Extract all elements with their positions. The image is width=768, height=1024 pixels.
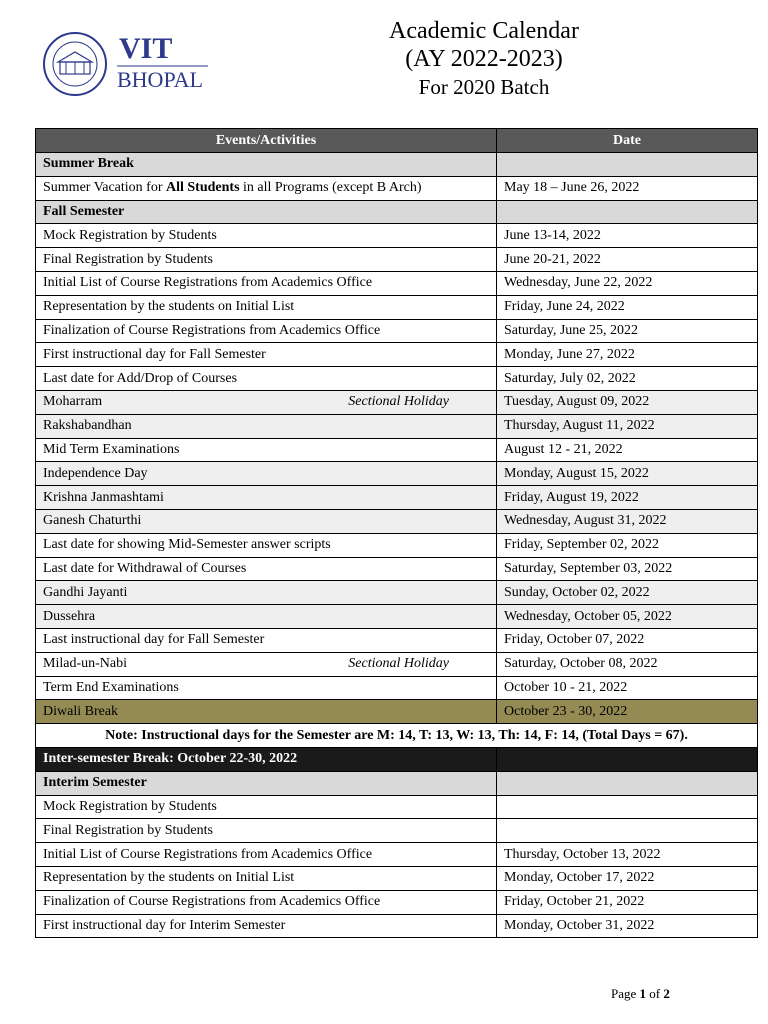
date-cell: Saturday, October 08, 2022	[497, 652, 758, 676]
table-row	[36, 176, 758, 200]
note-text: Note: Instructional days for the Semester are M: 14, T: 13, W: 13, Th: 14, F: 14, (Total Days = 67).	[36, 724, 758, 748]
date-cell: June 13-14, 2022	[497, 224, 758, 248]
event-cell: Moharram Sectional Holiday	[36, 390, 497, 414]
sectional-holiday-tag: Sectional Holiday	[348, 394, 449, 410]
table-row	[36, 438, 758, 462]
table-row	[36, 486, 758, 510]
table-row	[36, 509, 758, 533]
event-cell: First instructional day for Interim Semester	[36, 914, 497, 938]
event-cell: Mid Term Examinations	[36, 438, 497, 462]
event-cell: Mock Registration by Students	[36, 795, 497, 819]
event-cell: Final Registration by Students	[36, 248, 497, 272]
event-cell: Mock Registration by Students	[36, 224, 497, 248]
event-cell: Finalization of Course Registrations from Academics Office	[36, 319, 497, 343]
logo-bhopal-text: BHOPAL	[117, 67, 203, 92]
table-row	[36, 652, 758, 676]
event-cell: Representation by the students on Initial List	[36, 866, 497, 890]
header-date: Date	[497, 129, 758, 153]
note-row	[36, 724, 758, 748]
event-cell: Fall Semester	[36, 200, 497, 224]
event-cell: Independence Day	[36, 462, 497, 486]
table-row	[36, 319, 758, 343]
table-row	[36, 224, 758, 248]
table-header-row	[36, 129, 758, 153]
table-row	[36, 819, 758, 843]
vit-bhopal-logo	[42, 30, 212, 98]
table-row	[36, 581, 758, 605]
date-cell: Friday, October 07, 2022	[497, 628, 758, 652]
section-row	[36, 771, 758, 795]
table-row	[36, 414, 758, 438]
calendar-table	[35, 128, 758, 938]
event-cell: Krishna Janmashtami	[36, 486, 497, 510]
date-cell	[497, 819, 758, 843]
event-cell: Representation by the students on Initial List	[36, 295, 497, 319]
event-cell: Ganesh Chaturthi	[36, 509, 497, 533]
date-cell: October 23 - 30, 2022	[497, 700, 758, 724]
date-cell: Wednesday, June 22, 2022	[497, 271, 758, 295]
date-cell: Wednesday, October 05, 2022	[497, 605, 758, 629]
event-cell: Dussehra	[36, 605, 497, 629]
date-cell: Sunday, October 02, 2022	[497, 581, 758, 605]
table-row	[36, 343, 758, 367]
event-cell: Finalization of Course Registrations from Academics Office	[36, 890, 497, 914]
table-row	[36, 890, 758, 914]
page-number: Page 1 of 2	[611, 986, 670, 1001]
date-cell: Tuesday, August 09, 2022	[497, 390, 758, 414]
date-cell	[497, 747, 758, 771]
title-line-3: For 2020 Batch	[418, 75, 550, 100]
table-row	[36, 628, 758, 652]
sectional-holiday-tag: Sectional Holiday	[348, 656, 449, 672]
event-cell: Rakshabandhan	[36, 414, 497, 438]
page-title	[320, 18, 648, 99]
date-cell: Saturday, September 03, 2022	[497, 557, 758, 581]
date-cell: August 12 - 21, 2022	[497, 438, 758, 462]
table-row	[36, 367, 758, 391]
date-cell: Monday, October 31, 2022	[497, 914, 758, 938]
date-cell: Monday, October 17, 2022	[497, 866, 758, 890]
header-events: Events/Activities	[36, 129, 497, 153]
date-cell: Monday, June 27, 2022	[497, 343, 758, 367]
date-cell: Monday, August 15, 2022	[497, 462, 758, 486]
title-line-1: Academic Calendar	[389, 18, 579, 44]
date-cell: Friday, September 02, 2022	[497, 533, 758, 557]
event-cell: Initial List of Course Registrations from Academics Office	[36, 843, 497, 867]
event-cell: Inter-semester Break: October 22-30, 2022	[36, 747, 497, 771]
date-cell: Saturday, July 02, 2022	[497, 367, 758, 391]
date-cell: Friday, August 19, 2022	[497, 486, 758, 510]
date-cell: Saturday, June 25, 2022	[497, 319, 758, 343]
date-cell: Thursday, October 13, 2022	[497, 843, 758, 867]
table-row	[36, 795, 758, 819]
event-cell: Last instructional day for Fall Semester	[36, 628, 497, 652]
date-cell: Friday, October 21, 2022	[497, 890, 758, 914]
date-cell	[497, 200, 758, 224]
date-cell	[497, 771, 758, 795]
title-line-2: (AY 2022-2023)	[405, 45, 563, 72]
event-cell: First instructional day for Fall Semester	[36, 343, 497, 367]
table-row	[36, 390, 758, 414]
date-cell: Thursday, August 11, 2022	[497, 414, 758, 438]
table-row	[36, 557, 758, 581]
event-cell: Last date for Withdrawal of Courses	[36, 557, 497, 581]
event-cell: Summer Vacation for All Students in all Programs (except B Arch)	[36, 176, 497, 200]
event-cell: Milad-un-Nabi Sectional Holiday	[36, 652, 497, 676]
table-row	[36, 533, 758, 557]
event-cell: Summer Break	[36, 153, 497, 177]
date-cell: Friday, June 24, 2022	[497, 295, 758, 319]
event-cell: Final Registration by Students	[36, 819, 497, 843]
table-row	[36, 747, 758, 771]
table-row	[36, 271, 758, 295]
event-cell: Diwali Break	[36, 700, 497, 724]
event-cell: Initial List of Course Registrations from Academics Office	[36, 271, 497, 295]
date-cell: October 10 - 21, 2022	[497, 676, 758, 700]
date-cell	[497, 795, 758, 819]
logo-vit-text: VIT	[119, 32, 173, 65]
table-row	[36, 676, 758, 700]
table-row	[36, 843, 758, 867]
date-cell: May 18 – June 26, 2022	[497, 176, 758, 200]
table-row	[36, 866, 758, 890]
date-cell: June 20-21, 2022	[497, 248, 758, 272]
date-cell: Wednesday, August 31, 2022	[497, 509, 758, 533]
event-cell: Gandhi Jayanti	[36, 581, 497, 605]
event-cell: Term End Examinations	[36, 676, 497, 700]
event-cell: Last date for showing Mid-Semester answer scripts	[36, 533, 497, 557]
table-row	[36, 248, 758, 272]
table-row	[36, 605, 758, 629]
date-cell	[497, 153, 758, 177]
section-row	[36, 200, 758, 224]
table-row	[36, 700, 758, 724]
section-row	[36, 153, 758, 177]
table-row	[36, 295, 758, 319]
event-cell: Last date for Add/Drop of Courses	[36, 367, 497, 391]
table-row	[36, 462, 758, 486]
event-cell: Interim Semester	[36, 771, 497, 795]
table-row	[36, 914, 758, 938]
